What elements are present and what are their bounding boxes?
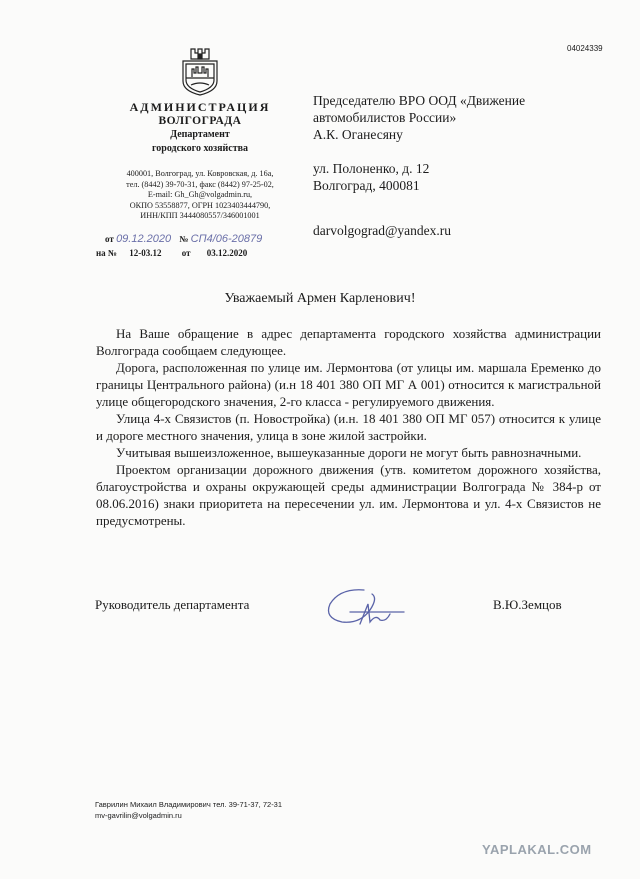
ot-label: от: [105, 234, 114, 244]
outgoing-number-line: [105, 233, 262, 245]
org-line-3: Департамент: [170, 129, 230, 140]
recipient-line: автомобилистов России»: [313, 110, 457, 125]
body-paragraph: Проектом организации дорожного движения (утв. комитетом дорожного хозяйства, благоустройства и охраны окружающей среды администрации Волгограда № 384-р от 08.06.2016) знаки приоритета на пересечении ул. им. Лермонтова и ул. 4-х Связистов не предусмотрены.: [96, 462, 601, 528]
organization-header: [100, 100, 300, 156]
site-watermark: YAPLAKAL.COM: [482, 842, 592, 857]
body-paragraph: Учитывая вышеизложенное, вышеуказанные дороги не могут быть равнозначными.: [116, 445, 582, 460]
contact-line: тел. (8442) 39-70-31, факс (8442) 97-25-02,: [126, 179, 274, 189]
letter-body: [96, 325, 601, 529]
signatory-name: В.Ю.Земцов: [493, 597, 562, 612]
signatory-role: Руководитель департамента: [95, 597, 250, 612]
body-paragraph: Улица 4-х Связистов (п. Новостройка) (и.н. 18 401 380 ОП МГ 057) относится к улице и дороге местного значения, улица в зоне жилой застройки.: [96, 411, 601, 443]
handwritten-signature: [320, 584, 410, 634]
org-contacts: [105, 169, 295, 222]
reference-date: 03.12.2020: [206, 248, 248, 258]
executor-footer: [95, 800, 282, 821]
recipient-line: Председателю ВРО ООД «Движение: [313, 93, 526, 108]
reference-number: 12-03.12: [129, 248, 162, 258]
recipient-address: [313, 160, 429, 194]
outgoing-number: СП4/06-20879: [190, 233, 263, 245]
body-paragraph: Дорога, расположенная по улице им. Лермонтова (от улицы им. маршала Еременко до границы Центрального района) (и.н 18 401 380 ОП МГ А 001) относится к магистральной улице общегородского значения, 2-го класса - регулируемого движения.: [96, 360, 601, 409]
ot-label-2: от: [181, 248, 191, 258]
na-label: на №: [96, 248, 117, 258]
executor-line: Гаврилин Михаил Владимирович тел. 39-71-37, 72-31: [95, 800, 283, 809]
contact-line: E-mail: Gh_Gh@volgadmin.ru,: [147, 190, 253, 199]
reference-line: [96, 248, 247, 258]
salutation: Уважаемый Армен Карленович!: [224, 291, 416, 306]
recipient-line: А.К. Оганесяну: [313, 127, 403, 142]
body-paragraph: На Ваше обращение в адрес департамента городского хозяйства администрации Волгограда сообщаем следующее.: [96, 326, 601, 358]
recipient-block: [313, 92, 525, 143]
document-id: 04024339: [567, 44, 603, 53]
org-line-1: АДМИНИСТРАЦИЯ: [129, 100, 271, 114]
coat-of-arms-icon: [179, 45, 221, 97]
org-line-4: городского хозяйства: [151, 143, 249, 154]
outgoing-date: 09.12.2020: [116, 233, 172, 245]
contact-line: ОКПО 53558877, ОГРН 1023403444790,: [129, 200, 271, 210]
contact-line: ИНН/КПП 3444080557/346001001: [140, 211, 260, 220]
recipient-street: ул. Полоненко, д. 12: [313, 161, 430, 176]
number-label: №: [179, 234, 189, 244]
recipient-email: darvolgograd@yandex.ru: [313, 223, 452, 238]
recipient-city: Волгоград, 400081: [313, 178, 420, 193]
contact-line: 400001, Волгоград, ул. Ковровская, д. 16а,: [126, 169, 274, 178]
executor-email: mv-gavrilin@volgadmin.ru: [95, 810, 182, 820]
org-line-2: ВОЛГОГРАДА: [158, 115, 242, 127]
